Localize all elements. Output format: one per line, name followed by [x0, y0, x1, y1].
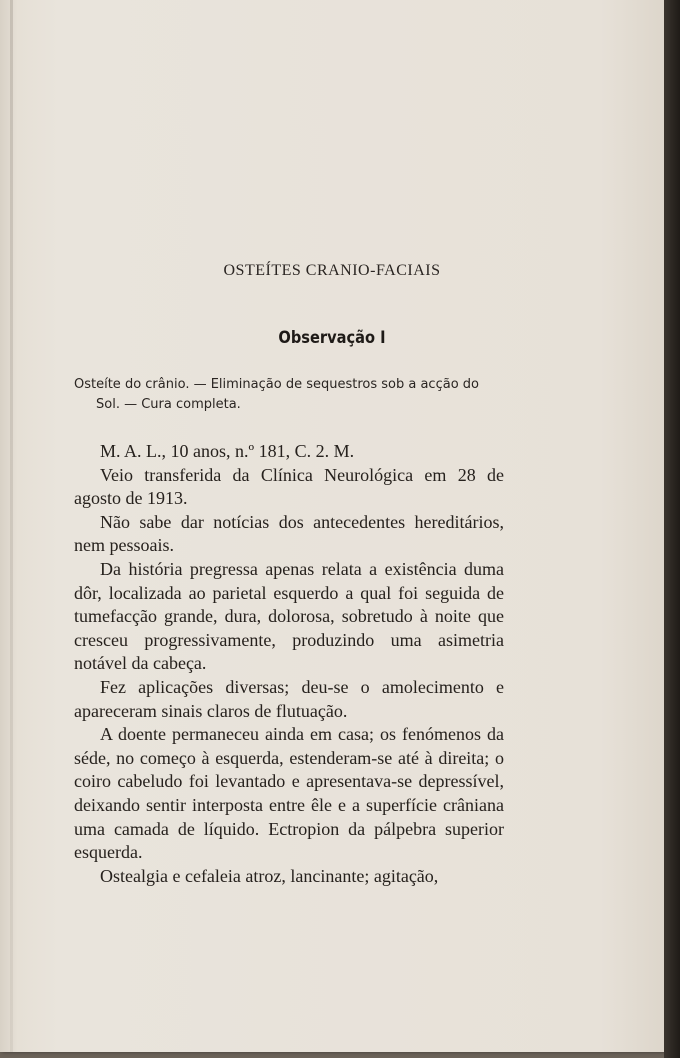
page-gutter [10, 0, 13, 1052]
observation-title: Observação I [278, 328, 386, 348]
section-heading: OSTEÍTES CRANIO-FACIAIS [223, 262, 441, 279]
paragraph-ostealgia: Ostealgia e cefaleia atroz, lancinante; agitação, [100, 865, 439, 886]
paragraph-antecedents: Não sabe dar notícias dos antecedentes hereditários, nem pessoais. [74, 511, 504, 556]
paragraph-applications: Fez aplicações diversas; deu-se o amolecimento e apareceram sinais claros de flutuação. [74, 676, 504, 721]
paragraph-transfer: Veio transferida da Clínica Neurológica em 28 de agosto de 1913. [74, 464, 504, 509]
book-spine-edge [664, 0, 680, 1058]
case-summary [74, 375, 506, 415]
paragraph-history: Da história pregressa apenas relata a existência duma dôr, localizada ao parietal esquerdo a qual foi seguida de tumefacção grande, dura, dolorosa, sobretudo à noite que cresceu progressivamente, produzindo uma asimetria notável da cabeça. [74, 558, 504, 674]
patient-identifier: M. A. L., 10 anos, n.º 181, C. 2. M. [100, 441, 355, 461]
summary-line-1: Osteíte do crânio. — Eliminação de sequestros sob a acção do [74, 377, 479, 392]
case-body-text [74, 440, 504, 888]
summary-line-2: Sol. — Cura completa. [96, 397, 241, 412]
paragraph-progression: A doente permaneceu ainda em casa; os fenómenos da séde, no começo à esquerda, estenderam-se até à direita; o coiro cabeludo foi levantado e apresentava-se depressível, deixando sentir interposta entre êle e a superfície crâniana uma camada de líquido. Ectropion da pálpebra superior esquerda. [74, 724, 504, 863]
